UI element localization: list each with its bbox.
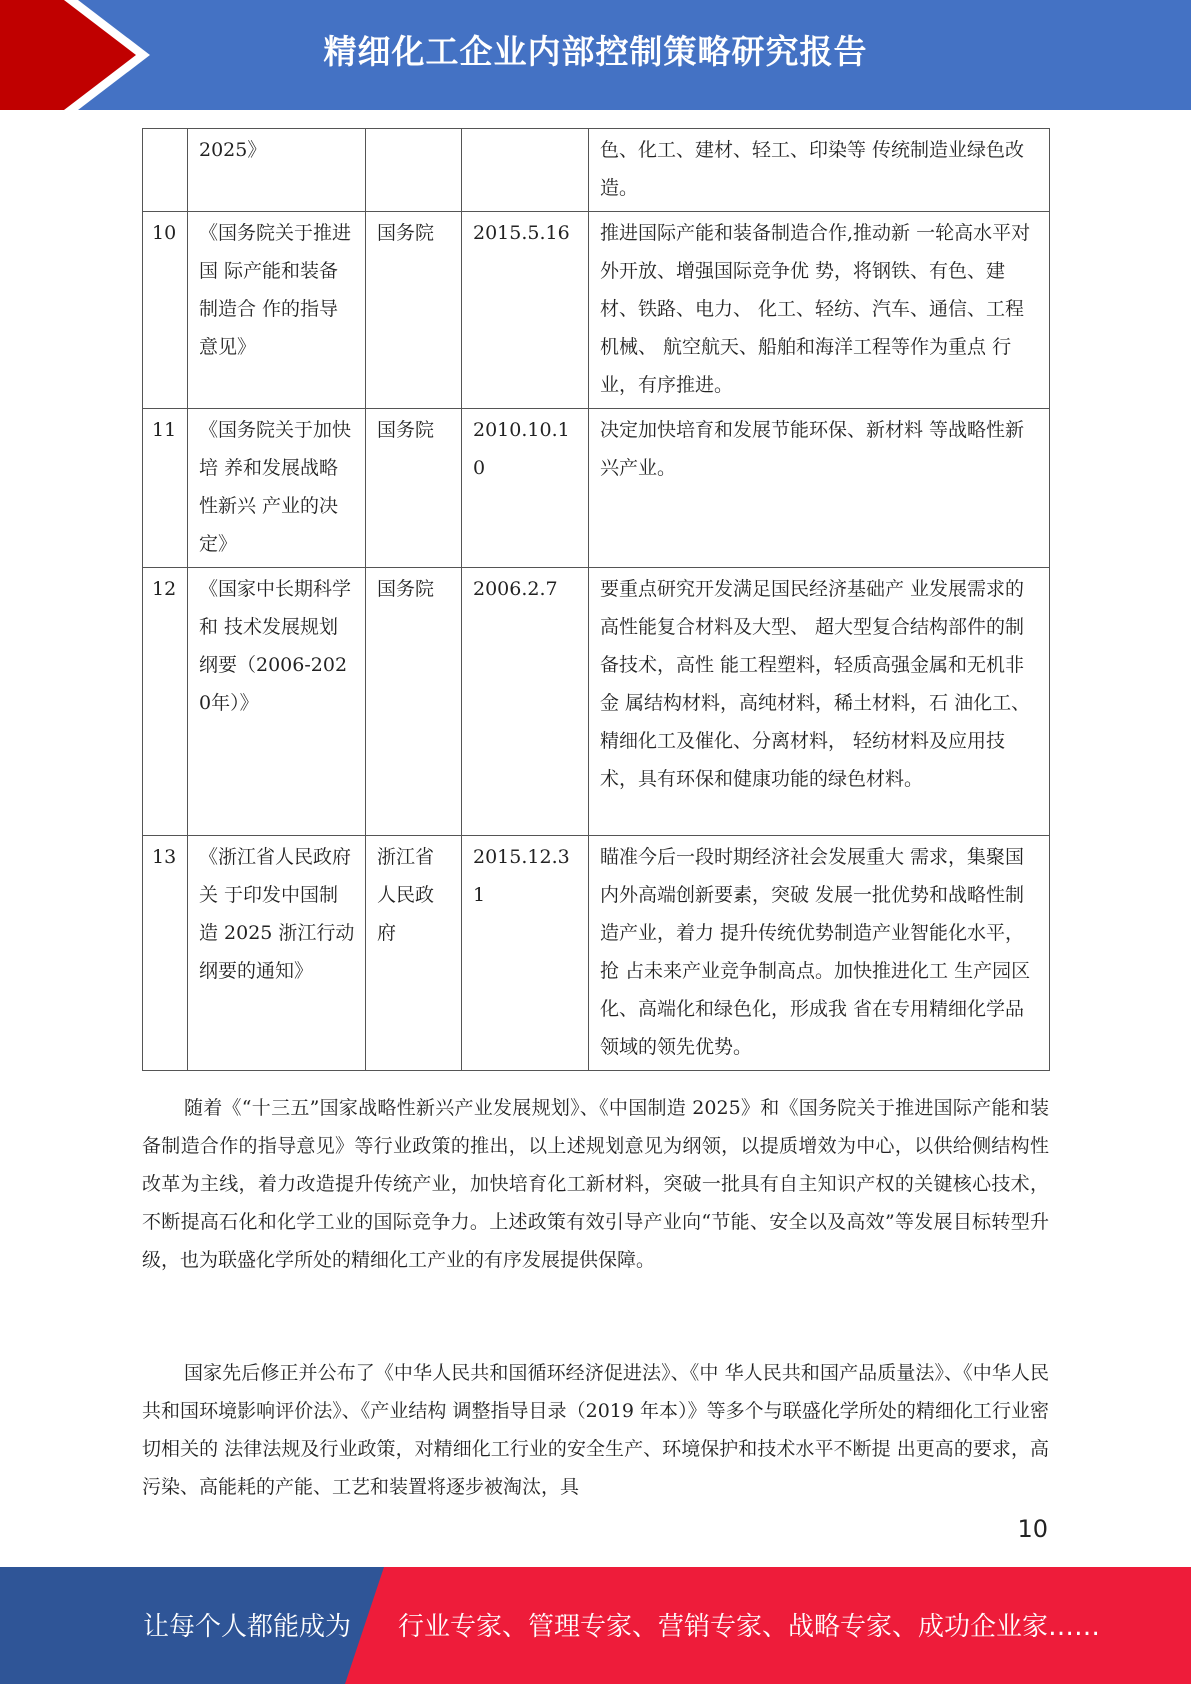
cell-date: 2015.12.31	[462, 836, 589, 1071]
cell-date: 2015.5.16	[462, 212, 589, 409]
cell-number: 12	[143, 568, 188, 836]
table-row	[143, 836, 1050, 1071]
table-row	[143, 409, 1050, 568]
footer-slogan-left: 让每个人都能成为	[143, 1612, 352, 1642]
cell-content: 要重点研究开发满足国民经济基础产 业发展需求的高性能复合材料及大型、 超大型复合结构部件的制备技术，高性 能工程塑料，轻质高强金属和无机非金 属结构材料，高纯材料，稀土材料，石 油化工、精细化工及催化、分离材料， 轻纺材料及应用技术，具有环保和健康功能的绿色材料。	[589, 568, 1050, 836]
cell-content: 决定加快培育和发展节能环保、新材料 等战略性新兴产业。	[589, 409, 1050, 568]
cell-number: 10	[143, 212, 188, 409]
cell-policy-title: 《国家中长期科学和 技术发展规划纲要（2006-2020年）》	[188, 568, 366, 836]
cell-date: 2006.2.7	[462, 568, 589, 836]
document-title: 精细化工企业内部控制策略研究报告	[323, 32, 868, 71]
cell-issuer	[366, 129, 462, 212]
cell-issuer: 国务院	[366, 568, 462, 836]
table-row	[143, 129, 1050, 212]
cell-policy-title: 《浙江省人民政府关 于印发中国制造 2025 浙江行动纲要的通知》	[188, 836, 366, 1071]
cell-issuer: 国务院	[366, 409, 462, 568]
footer-slogan-right: 行业专家、管理专家、营销专家、战略专家、成功企业家……	[398, 1612, 1101, 1642]
cell-content: 色、化工、建材、轻工、印染等 传统制造业绿色改造。	[589, 129, 1050, 212]
cell-policy-title: 2025》	[188, 129, 366, 212]
cell-number: 11	[143, 409, 188, 568]
cell-date	[462, 129, 589, 212]
cell-content: 推进国际产能和装备制造合作,推动新 一轮高水平对外开放、增强国际竞争优 势，将钢铁、有色、建材、铁路、电力、 化工、轻纺、汽车、通信、工程机械、 航空航天、船舶和海洋工程等作为重点 行业，有序推进。	[589, 212, 1050, 409]
policy-table	[142, 128, 1050, 1071]
page-header	[0, 0, 1191, 110]
page-footer	[0, 1567, 1191, 1684]
table-row	[143, 212, 1050, 409]
page-number: 10	[1017, 1515, 1048, 1543]
cell-policy-title: 《国务院关于推进国 际产能和装备制造合 作的指导意见》	[188, 212, 366, 409]
cell-number	[143, 129, 188, 212]
cell-issuer: 浙江省人民政府	[366, 836, 462, 1071]
cell-policy-title: 《国务院关于加快培 养和发展战略性新兴 产业的决定》	[188, 409, 366, 568]
cell-date: 2010.10.10	[462, 409, 589, 568]
cell-content: 瞄准今后一段时期经济社会发展重大 需求，集聚国内外高端创新要素，突破 发展一批优势和战略性制造产业，着力 提升传统优势制造产业智能化水平，抢 占未来产业竞争制高点。加快推进化工 生产园区化、高端化和绿色化，形成我 省在专用精细化学品领域的领先优势。	[589, 836, 1050, 1071]
cell-number: 13	[143, 836, 188, 1071]
cell-issuer: 国务院	[366, 212, 462, 409]
body-paragraph-1: 随着《“十三五”国家战略性新兴产业发展规划》、《中国制造 2025》和《国务院关于推进国际产能和装备制造合作的指导意见》等行业政策的推出，以上述规划意见为纲领，以提质增效为中心，以供给侧结构性改革为主线，着力改造提升传统产业，加快培育化工新材料，突破一批具有自主知识产权的关键核心技术，不断提高石化和化学工业的国际竞争力。上述政策有效引导产业向“节能、安全以及高效”等发展目标转型升级，也为联盛化学所处的精细化工产业的有序发展提供保障。	[142, 1097, 1049, 1271]
table-row	[143, 568, 1050, 836]
body-paragraph-2: 国家先后修正并公布了《中华人民共和国循环经济促进法》、《中 华人民共和国产品质量法》、《中华人民共和国环境影响评价法》、《产业结构 调整指导目录（2019 年本）》等多个与联盛化学所处的精细化工行业密切相关的 法律法规及行业政策，对精细化工行业的安全生产、环境保护和技术水平不断提 出更高的要求，高污染、高能耗的产能、工艺和装置将逐步被淘汰，具	[142, 1362, 1049, 1498]
